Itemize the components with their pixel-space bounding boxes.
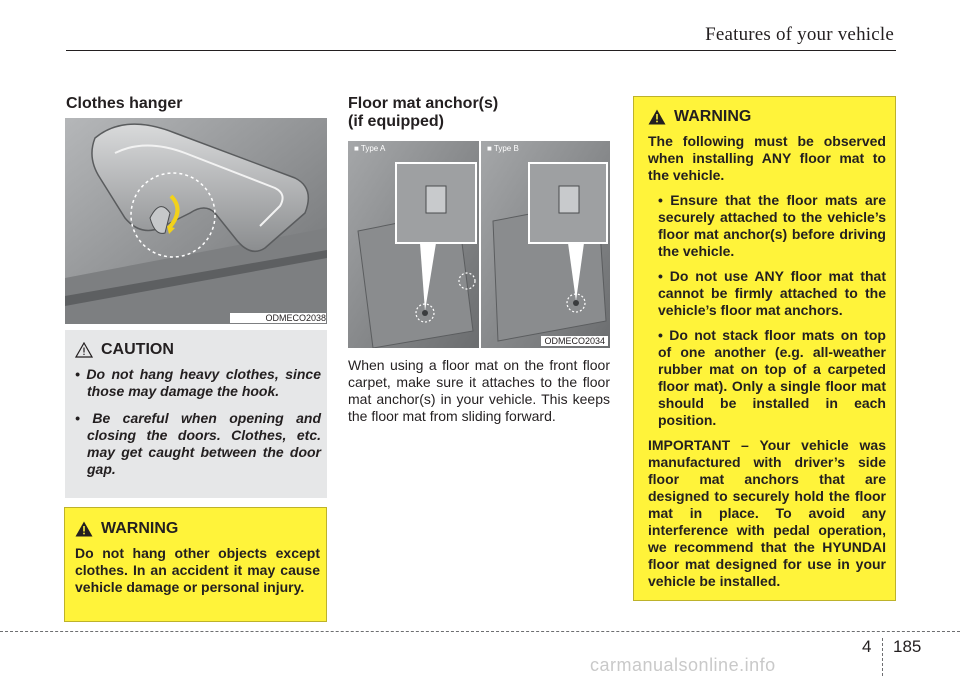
caution-heading: CAUTION <box>101 341 174 358</box>
clothes-hanger-illustration <box>65 118 327 324</box>
watermark: carmanualsonline.info <box>590 655 776 675</box>
floor-mat-body: When using a floor mat on the front floor carpet, make sure it attaches to the floor mat anchor(s) in your vehicle. This keeps the floor mat from sliding forward. <box>348 357 610 424</box>
chapter-number: 4 <box>862 637 872 656</box>
warning-heading-right: WARNING <box>674 108 752 125</box>
warning-content-right <box>648 133 886 590</box>
caution-box <box>65 330 327 498</box>
warning-text: Do not hang other objects except clothes. In an accident it may cause vehicle damage or personal injury. <box>75 545 320 595</box>
warning-heading-row <box>75 520 178 538</box>
warning-box-right <box>633 96 896 601</box>
clothes-hanger-title: Clothes hanger <box>66 95 183 112</box>
type-a-label: ■ Type A <box>354 144 386 153</box>
page-number: 185 <box>893 637 922 656</box>
warning-heading: WARNING <box>101 520 179 537</box>
floor-mat-title-line2: (if equipped) <box>348 113 444 130</box>
warning-list-item: • Ensure that the floor mats are securely attached to the vehicle’s floor mat anchor(s) before driving the vehicle. <box>658 192 886 259</box>
warning-heading-row-right <box>648 108 751 126</box>
caution-list <box>75 366 321 488</box>
warning-list-item: • Do not stack floor mats on top of one another (e.g. all-weather rubber mat on top of a carpeted floor mat). Only a single floor mat should be installed in each position. <box>658 327 886 428</box>
clothes-hanger-figure-code: ODMECO2038 <box>230 313 326 323</box>
type-b-label: ■ Type B <box>487 144 519 153</box>
caution-item: • Do not hang heavy clothes, since those may damage the hook. <box>75 366 321 399</box>
header-title: Features of your vehicle <box>705 24 894 45</box>
warning-triangle-icon <box>75 521 93 537</box>
footer-rule <box>0 631 960 632</box>
floor-mat-figure-code: ODMECO2034 <box>541 336 608 346</box>
clothes-hanger-figure <box>65 118 327 324</box>
caution-heading-row <box>75 341 174 359</box>
warning-important: IMPORTANT – Your vehicle was manufactured with driver’s side floor mat anchors that are designed to securely hold the floor mat in place. To avoid any interference with pedal operation, we recommend that the HYUNDAI floor mat designed for use in your vehicle be installed. <box>648 437 886 589</box>
caution-triangle-icon <box>75 342 93 358</box>
floor-mat-illustration <box>348 141 610 348</box>
floor-mat-title-line1: Floor mat anchor(s) <box>348 95 499 112</box>
page-divider <box>882 638 883 676</box>
caution-item: • Be careful when opening and closing the doors. Clothes, etc. may get caught between the door gap. <box>75 410 321 477</box>
warning-triangle-icon <box>648 109 666 125</box>
header-rule <box>66 50 896 51</box>
warning-list-item: • Do not use ANY floor mat that cannot be firmly attached to the vehicle’s floor mat anchors. <box>658 268 886 318</box>
warning-intro: The following must be observed when installing ANY floor mat to the vehicle. <box>648 133 886 183</box>
floor-mat-figure <box>348 141 610 348</box>
warning-box-left <box>64 507 327 622</box>
